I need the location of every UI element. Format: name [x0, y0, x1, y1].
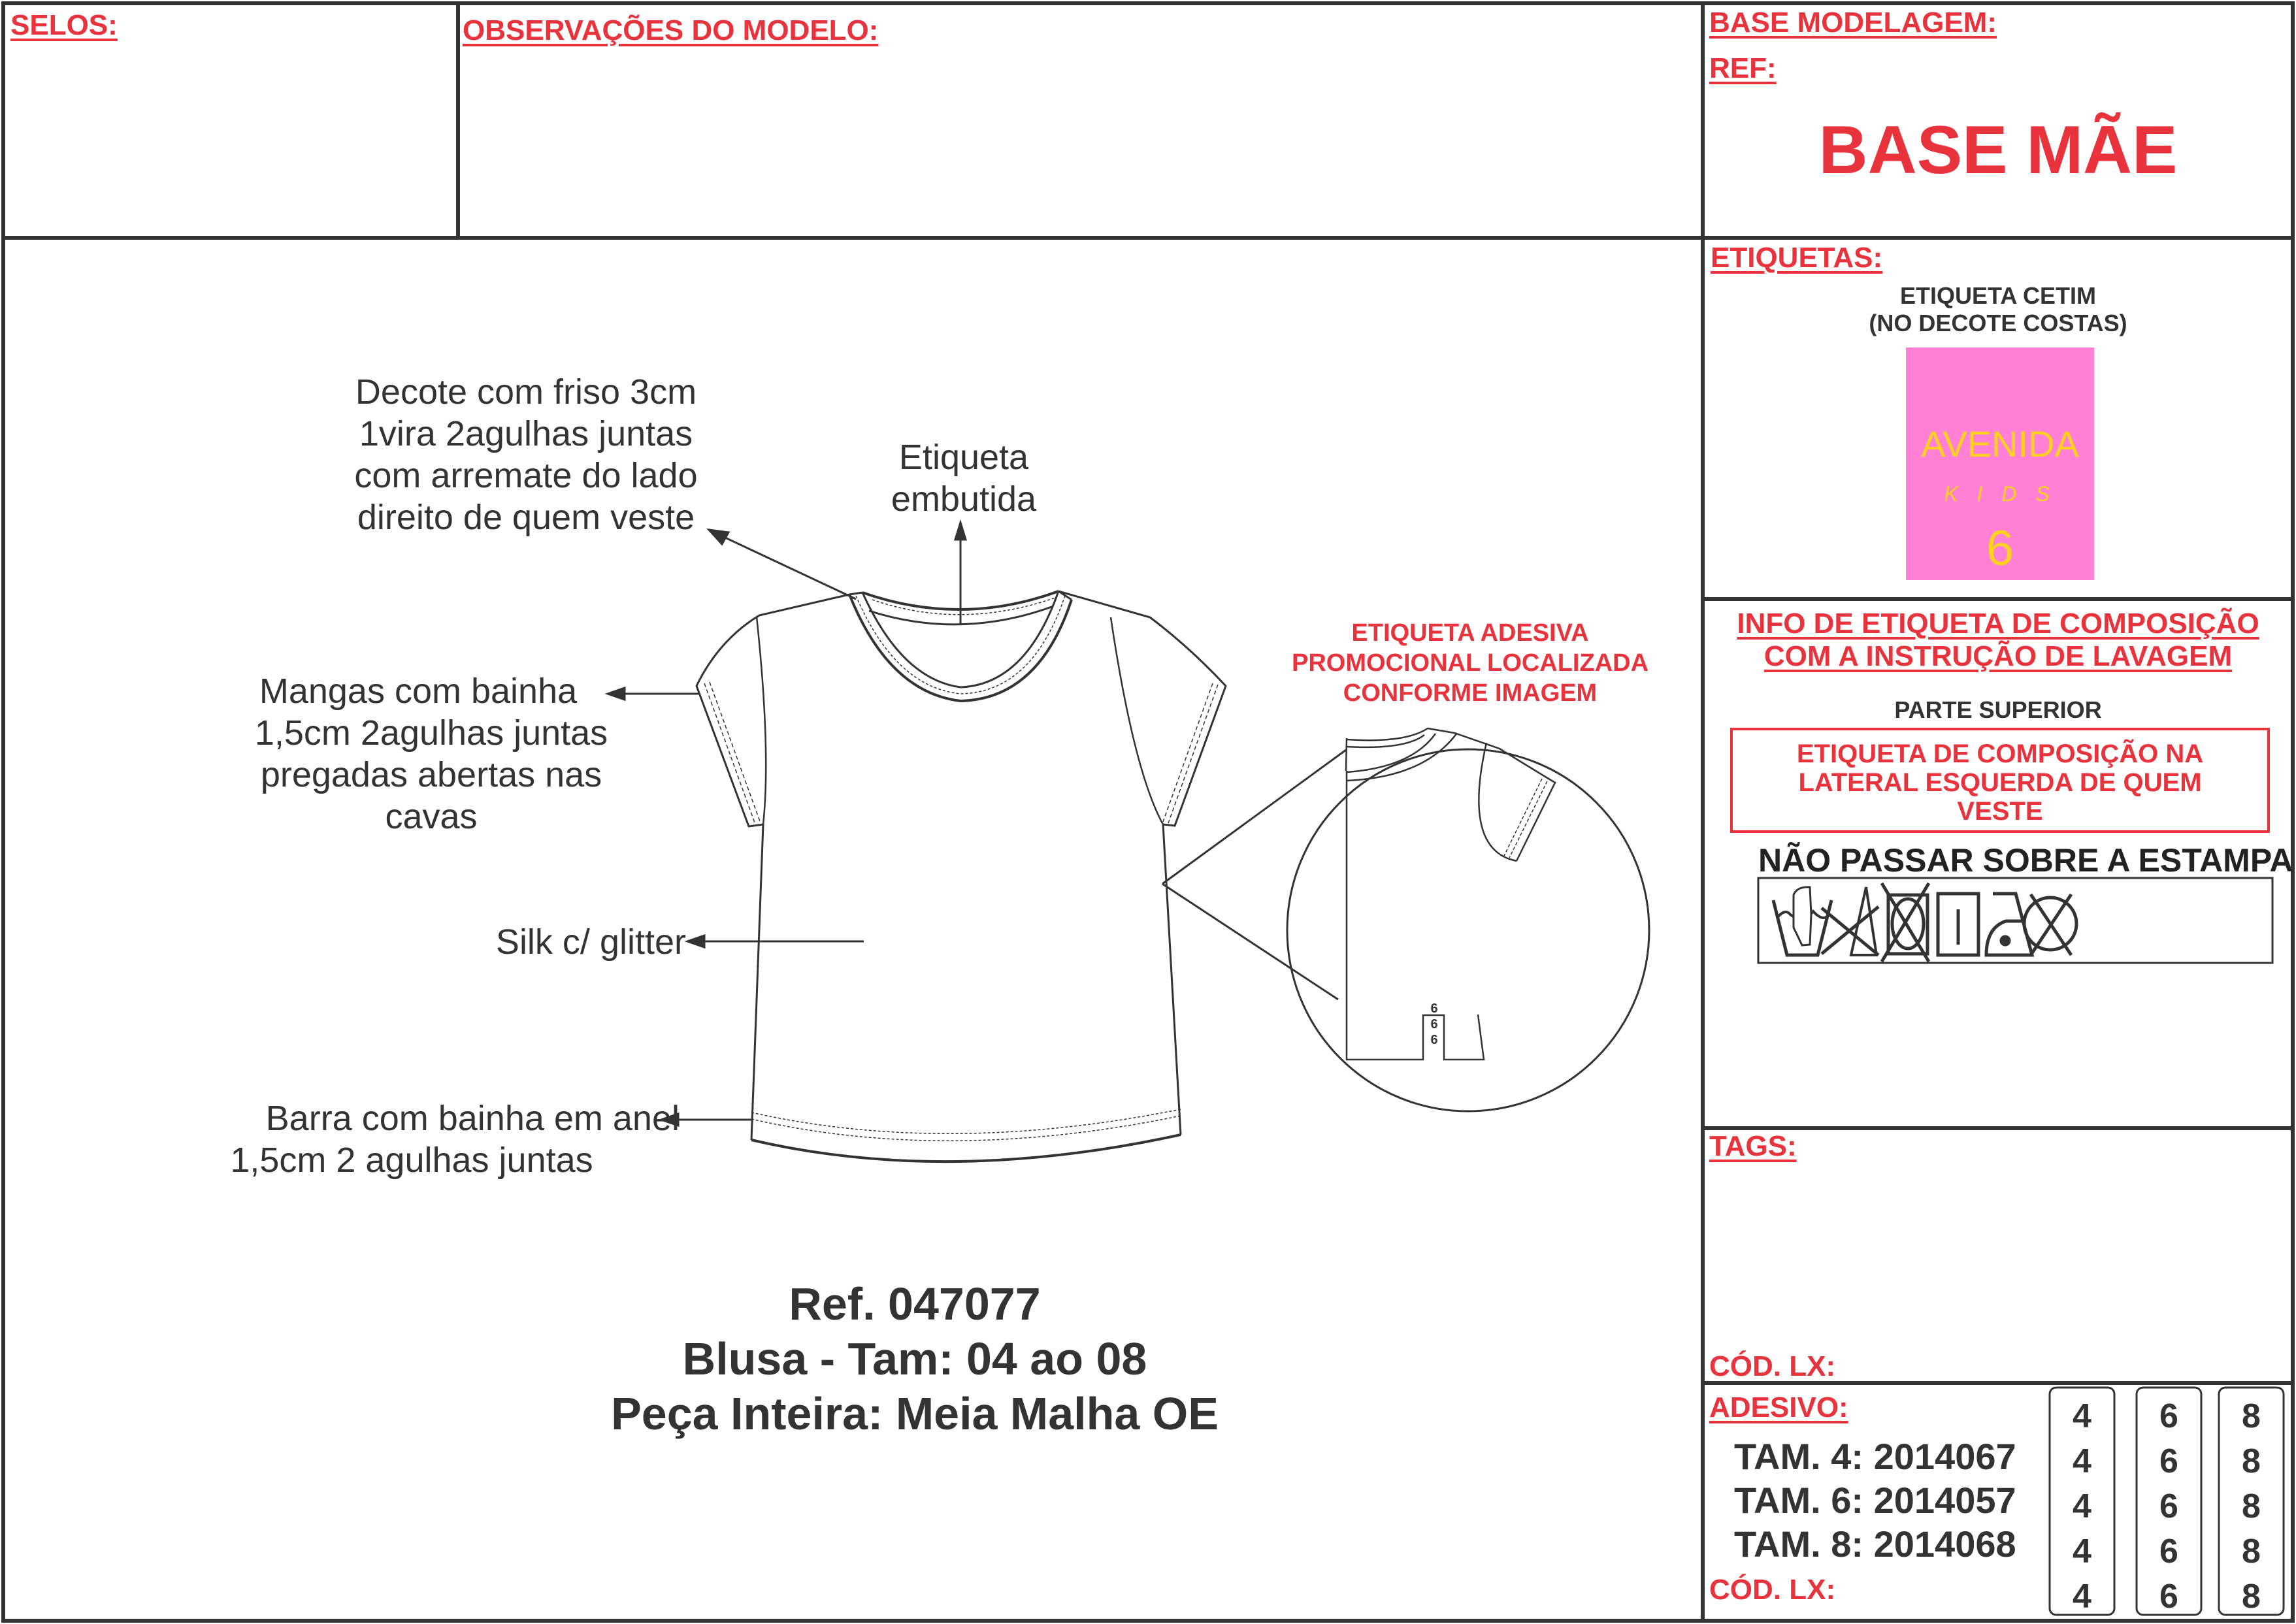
composicao-title-line1: INFO DE ETIQUETA DE COMPOSIÇÃO: [1737, 608, 2259, 640]
detail-sticker-size: 6: [1430, 1001, 1438, 1016]
decote-line: direito de quem veste: [357, 498, 695, 537]
adesivo-label: ADESIVO:: [1709, 1391, 1848, 1423]
adesivo-code-tam-4: TAM. 4: 2014067: [1734, 1436, 2016, 1477]
size-cell: 8: [2242, 1442, 2261, 1480]
annotation-arrows: [608, 523, 966, 1126]
product-info: [457, 1276, 1372, 1441]
detail-sticker-size: 6: [1430, 1017, 1438, 1031]
etiqueta-arrowhead: [955, 523, 966, 540]
detail-circle: [1287, 749, 1649, 1111]
right-sleeve-hem-stitch-2: [1163, 683, 1213, 822]
left-sleeve-outline: [697, 594, 849, 826]
selos-label: SELOS:: [10, 9, 118, 41]
product-type: Blusa - Tam: 04 ao 08: [682, 1333, 1147, 1384]
care-symbols: [1758, 878, 2272, 963]
base-modelagem-label: BASE MODELAGEM:: [1709, 7, 1997, 39]
size-cell: 4: [2073, 1487, 2091, 1525]
base-value: BASE MÃE: [1818, 112, 2178, 188]
right-sleeve-hem-stitch: [1168, 685, 1218, 823]
do-not-tumble-dry-icon: [1882, 883, 1929, 962]
mini-armhole: [1479, 743, 1517, 861]
barra-line: 1,5cm 2 agulhas juntas: [230, 1141, 593, 1180]
adesiva-line: CONFORME IMAGEM: [1343, 679, 1598, 707]
sticker-detail-callout: [1162, 728, 1649, 1111]
right-sleeve-outline: [1058, 591, 1226, 826]
parte-superior: PARTE SUPERIOR: [1894, 696, 2102, 723]
size-column-6: [2137, 1394, 2201, 1619]
etiqueta-type-line2: (NO DECOTE COSTAS): [1869, 310, 2127, 336]
silk-note: Silk c/ glitter: [495, 922, 686, 962]
decote-line: Decote com friso 3cm: [355, 372, 697, 412]
etiqueta-type-line1: ETIQUETA CETIM: [1900, 282, 2096, 309]
product-fabric: Peça Inteira: Meia Malha OE: [611, 1388, 1219, 1439]
nao-passar-warning: NÃO PASSAR SOBRE A ESTAMPA: [1758, 842, 2293, 879]
barra-note: [196, 1097, 680, 1181]
size-cell: 4: [2073, 1533, 2091, 1570]
brand-name: AVENIDA: [1921, 423, 2079, 464]
size-column-4: [2050, 1394, 2114, 1619]
composicao-title-line2: COM A INSTRUÇÃO DE LAVAGEM: [1763, 640, 2233, 672]
etiqueta-line: Etiqueta: [898, 438, 1029, 477]
size-cell: 8: [2242, 1397, 2261, 1435]
detail-sticker: [1424, 1001, 1444, 1048]
size-column-8: [2219, 1394, 2284, 1619]
right-armhole-seam: [1111, 617, 1163, 824]
size-cell: 8: [2242, 1578, 2261, 1616]
mini-shirt-body: [1347, 771, 1484, 1060]
size-cell: 8: [2242, 1487, 2261, 1525]
size-cell: 6: [2159, 1397, 2178, 1435]
callout-line-bottom: [1162, 884, 1338, 999]
barra-line: Barra com bainha em anel: [265, 1099, 680, 1138]
size-cell: 8: [2242, 1533, 2261, 1570]
bottom-hem: [751, 1135, 1181, 1161]
tags-cod-lx-label: CÓD. LX:: [1709, 1350, 1836, 1382]
left-sleeve-hem-stitch-2: [710, 682, 761, 823]
left-armhole-seam: [757, 617, 766, 824]
mangas-line: Mangas com bainha: [259, 672, 578, 711]
ref-label: REF:: [1709, 52, 1777, 84]
size-cell: 4: [2073, 1442, 2091, 1480]
adesivo-code-tam-6: TAM. 6: 2014057: [1734, 1480, 2016, 1521]
line-dry-icon: [1938, 894, 1978, 955]
brand-size: 6: [1986, 521, 2014, 576]
decote-line: 1vira 2agulhas juntas: [359, 414, 693, 453]
brand-label-tag: [1906, 348, 2094, 580]
etiquetas-label: ETIQUETAS:: [1711, 242, 1883, 274]
product-ref: Ref. 047077: [789, 1278, 1041, 1329]
tags-label: TAGS:: [1709, 1130, 1797, 1162]
do-not-dry-clean-icon: [2024, 894, 2076, 955]
brand-sub: K I D S: [1944, 482, 2056, 506]
composicao-box-text: [1731, 739, 2269, 826]
left-sleeve-hem-stitch: [704, 683, 755, 824]
composicao-title: [1703, 608, 2293, 673]
adesivo-codes: [1734, 1435, 2016, 1566]
right-side-seam: [1163, 824, 1181, 1135]
mini-shirt-shoulder: [1347, 728, 1555, 861]
silk-arrowhead: [687, 935, 704, 947]
tshirt-sketch: [697, 591, 1226, 1161]
size-cell: 6: [2159, 1533, 2178, 1570]
decote-note: [301, 371, 751, 538]
adesivo-cod-lx-label: CÓD. LX:: [1709, 1574, 1836, 1606]
adesiva-line: PROMOCIONAL LOCALIZADA: [1291, 649, 1649, 677]
mangas-line: pregadas abertas nas: [260, 755, 602, 794]
composicao-box-line: ETIQUETA DE COMPOSIÇÃO NA: [1796, 739, 2204, 768]
do-not-bleach-icon: [1822, 887, 1878, 955]
decote-leader-line: [715, 533, 856, 599]
adesivo-code-tam-8: TAM. 8: 2014068: [1734, 1523, 2016, 1565]
decote-line: com arremate do lado: [354, 456, 698, 495]
adesiva-note: [1241, 618, 1699, 708]
callout-line-top: [1162, 750, 1346, 884]
hem-stitch-2: [751, 1116, 1181, 1141]
size-cell: 6: [2159, 1578, 2178, 1616]
composicao-box-line: LATERAL ESQUERDA DE QUEM: [1798, 768, 2202, 797]
observacoes-label: OBSERVAÇÕES DO MODELO:: [463, 14, 879, 46]
etiqueta-line: embutida: [891, 479, 1037, 519]
hem-stitch-1: [751, 1109, 1181, 1133]
hand-wash-icon: [1773, 887, 1831, 955]
detail-sticker-size: 6: [1430, 1033, 1438, 1047]
left-side-seam: [751, 824, 763, 1140]
mangas-line: cavas: [385, 797, 478, 836]
size-cell: 6: [2159, 1442, 2178, 1480]
size-cell: 6: [2159, 1487, 2178, 1525]
adesiva-line: ETIQUETA ADESIVA: [1351, 619, 1589, 647]
etiqueta-type: [1703, 282, 2293, 337]
etiqueta-embutida-note: [856, 436, 1072, 520]
size-cell: 4: [2073, 1578, 2091, 1616]
size-cell: 4: [2073, 1397, 2091, 1435]
mangas-note: [222, 670, 640, 837]
composicao-box-line: VESTE: [1957, 797, 2043, 826]
mangas-line: 1,5cm 2agulhas juntas: [254, 713, 608, 753]
